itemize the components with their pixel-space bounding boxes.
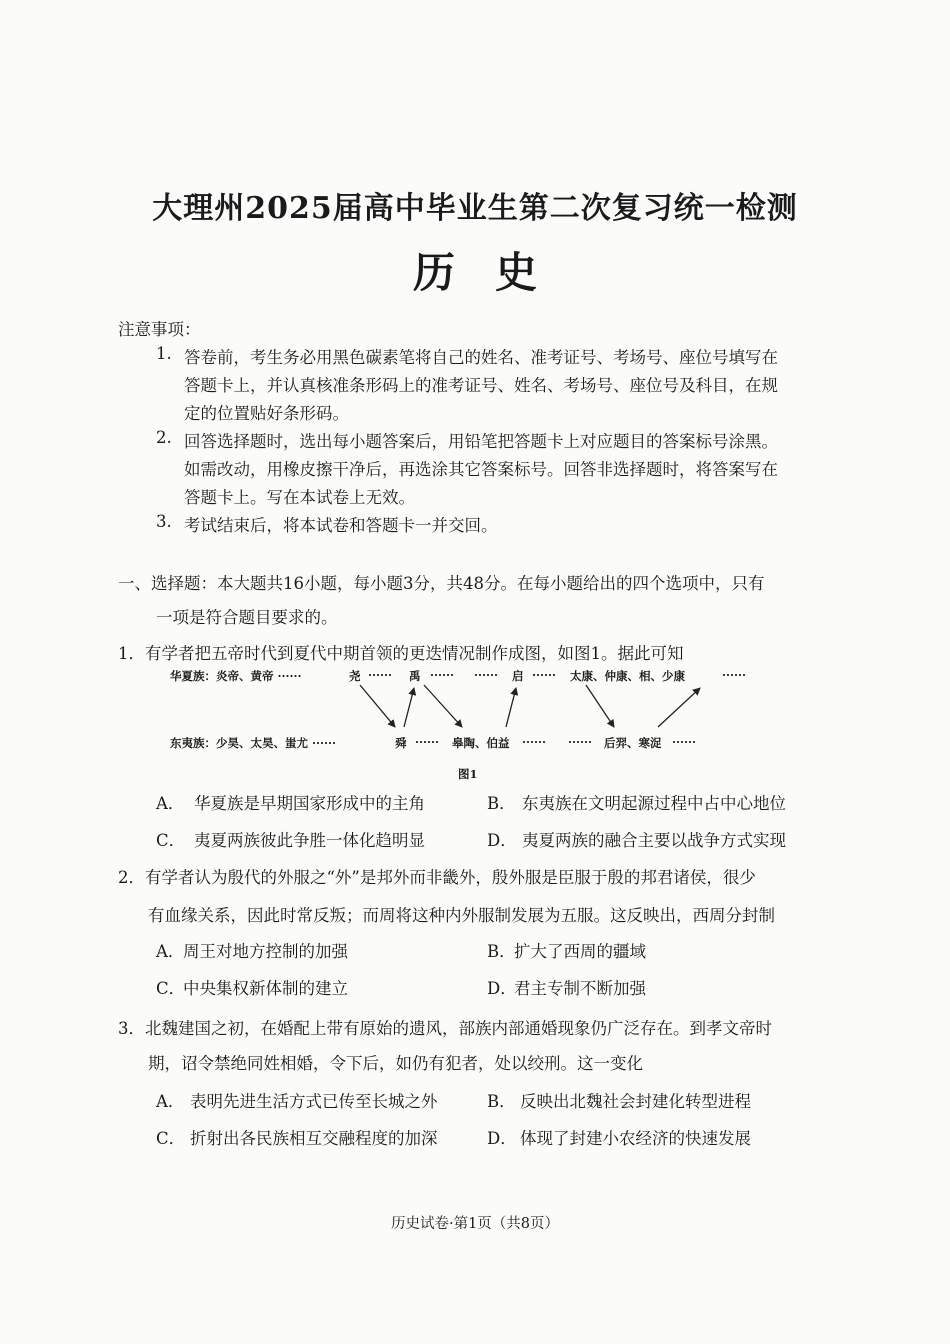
option-text: 夷夏两族的融合主要以战争方式实现: [522, 831, 786, 850]
figure-node-yu: 禹: [409, 669, 421, 683]
figure-row-dongyi-label: 东夷族：少昊、太昊、蚩尤 ······: [170, 736, 337, 750]
option-label: C．: [156, 1129, 186, 1148]
figure-node-shun: 舜: [395, 736, 407, 750]
section-heading-continued: 一项是符合题目要求的。: [156, 608, 338, 627]
option-text: 夷夏两族彼此争胜一体化趋明显: [194, 831, 425, 850]
figure-node-yao: 尧: [349, 669, 361, 683]
option-label: C．: [156, 831, 186, 850]
notice-item-2-number: 2.: [156, 428, 172, 447]
notice-item-1-line: 定的位置贴好条形码。: [184, 404, 349, 423]
option-label: B．: [487, 1092, 516, 1111]
arrow-taikang-to-houyi: [586, 685, 614, 727]
figure-row-huaxia-label: 华夏族：炎帝、黄帝 ······: [170, 669, 302, 683]
figure-node-taikang-shaokang: 太康、仲康、相、少康: [570, 669, 685, 683]
figure-dots: ······: [474, 668, 499, 682]
option-label: A．: [156, 1092, 185, 1111]
option-label: A．: [156, 794, 185, 813]
notice-heading: 注意事项：: [118, 320, 201, 339]
figure-dots: ······: [368, 668, 393, 682]
question-3-stem-continued: 期，诏令禁绝同姓相婚，令下后，如仍有犯者，处以绞刑。这一变化: [148, 1054, 643, 1073]
figure-node-houyi-hanzhuo: 后羿、寒浞: [604, 736, 662, 750]
question-2-stem: 2．有学者认为殷代的外服之“外”是邦外而非畿外，殷外服是臣服于殷的邦君诸侯，很少: [118, 868, 756, 887]
option-label: B．: [487, 794, 516, 813]
arrow-yao-to-shun: [360, 685, 395, 727]
section-heading: 一、选择题：本大题共16小题，每小题3分，共48分。在每小题给出的四个选项中，只有: [118, 574, 765, 593]
option-text: 体现了封建小农经济的快速发展: [520, 1129, 751, 1148]
subject-title: 历史: [412, 248, 577, 297]
option-label: D．: [487, 979, 517, 998]
page-footer: 历史试卷·第1页（共8页）: [390, 1216, 560, 1232]
figure-dots: ······: [415, 735, 440, 749]
option-label: D．: [487, 1129, 517, 1148]
arrow-hanzhuo-to-shaokang: [658, 688, 700, 727]
option-text: 折射出各民族相互交融程度的加深: [190, 1129, 438, 1148]
option-text: 华夏族是早期国家形成中的主角: [194, 794, 425, 813]
notice-item-3-line: 考试结束后，将本试卷和答题卡一并交回。: [184, 516, 498, 535]
figure-dots: ······: [430, 668, 455, 682]
notice-item-2-line: 如需改动，用橡皮擦干净后，再选涂其它答案标号。回答非选择题时，将答案写在: [184, 460, 778, 479]
figure-node-gaoyao-boyi: 皋陶、伯益: [452, 736, 510, 750]
figure-dots: ······: [672, 735, 697, 749]
question-1-stem: 1．有学者把五帝时代到夏代中期首领的更迭情况制作成图，如图1。据此可知: [118, 644, 684, 663]
option-label: A．: [156, 942, 185, 961]
question-2-stem-continued: 有血缘关系，因此时常反叛；而周将这种内外服制发展为五服。这反映出，西周分封制: [148, 906, 775, 925]
figure-dots: ······: [568, 735, 593, 749]
figure-caption: 图1: [458, 767, 478, 781]
option-text: 周王对地方控制的加强: [183, 942, 348, 961]
arrow-yu-to-gaoyao: [424, 685, 462, 727]
figure-dots: ······: [532, 668, 557, 682]
option-label: B．: [487, 942, 516, 961]
arrow-boyi-to-qi: [506, 688, 516, 727]
option-text: 中央集权新体制的建立: [183, 979, 348, 998]
option-text: 君主专制不断加强: [514, 979, 646, 998]
figure-node-qi: 启: [512, 669, 524, 683]
notice-item-1-line: 答卷前，考生务必用黑色碳素笔将自己的姓名、准考证号、考场号、座位号填写在: [184, 348, 778, 367]
exam-title: 大理州2025届高中毕业生第二次复习统一检测: [152, 191, 798, 226]
notice-item-2-line: 答题卡上。写在本试卷上无效。: [184, 488, 415, 507]
notice-item-3-number: 3.: [156, 512, 172, 531]
option-label: C．: [156, 979, 186, 998]
question-3-stem: 3．北魏建国之初，在婚配上带有原始的遗风，部族内部通婚现象仍广泛存在。到孝文帝时: [118, 1019, 772, 1038]
option-text: 扩大了西周的疆域: [514, 942, 646, 961]
option-text: 表明先进生活方式已传至长城之外: [190, 1092, 438, 1111]
option-label: D．: [487, 831, 517, 850]
option-text: 东夷族在文明起源过程中占中心地位: [522, 794, 786, 813]
figure-dots: ······: [722, 668, 747, 682]
option-text: 反映出北魏社会封建化转型进程: [520, 1092, 751, 1111]
notice-item-1-number: 1.: [156, 344, 172, 363]
figure-dots: ······: [522, 735, 547, 749]
arrow-shun-to-yu: [404, 688, 414, 727]
notice-item-2-line: 回答选择题时，选出每小题答案后，用铅笔把答题卡上对应题目的答案标号涂黑。: [184, 432, 778, 451]
notice-item-1-line: 答题卡上，并认真核准条形码上的准考证号、姓名、考场号、座位号及科目，在规: [184, 376, 778, 395]
